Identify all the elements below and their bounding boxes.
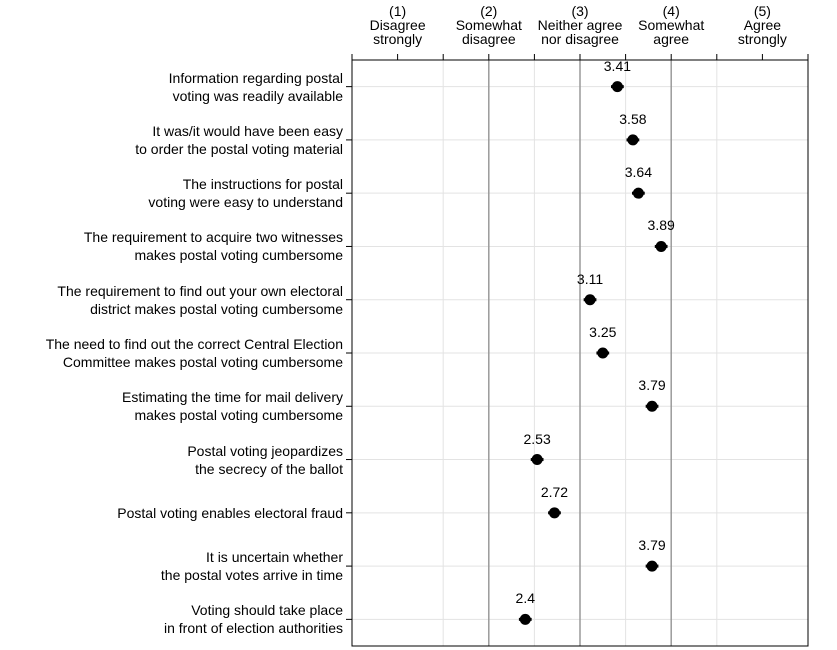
x-tick-label: (2) Somewhat disagree bbox=[455, 3, 522, 47]
data-label: 3.58 bbox=[619, 110, 647, 127]
category-label: The need to find out the correct Central Election Committee makes postal voting cumbersome bbox=[45, 336, 343, 370]
data-point bbox=[647, 561, 658, 572]
data-label: 3.64 bbox=[624, 164, 652, 181]
data-point bbox=[549, 507, 560, 518]
x-tick-label: (3) Neither agree nor disagree bbox=[537, 3, 623, 47]
category-label: Estimating the time for mail delivery makes postal voting cumbersome bbox=[122, 389, 343, 424]
data-point bbox=[647, 401, 658, 412]
category-label: It was/it would have been easy to order the postal voting material bbox=[135, 122, 343, 157]
data-point bbox=[520, 614, 531, 625]
data-label: 3.79 bbox=[638, 537, 666, 554]
category-label: It is uncertain whether the postal votes arrive in time bbox=[160, 549, 343, 584]
data-label: 3.11 bbox=[576, 270, 604, 287]
category-label: Postal voting enables electoral fraud bbox=[117, 504, 343, 521]
data-point bbox=[627, 134, 638, 145]
x-tick-label: (4) Somewhat agree bbox=[638, 3, 705, 47]
data-label: 3.89 bbox=[647, 217, 675, 234]
data-label: 2.53 bbox=[523, 430, 551, 447]
category-label: The instructions for postal voting were easy to understand bbox=[148, 176, 343, 211]
data-point bbox=[656, 241, 667, 252]
data-label: 3.41 bbox=[603, 57, 632, 74]
category-label: Voting should take place in front of election authorities bbox=[164, 602, 343, 637]
x-axis-ticks bbox=[352, 54, 808, 60]
data-point bbox=[597, 348, 608, 359]
data-point bbox=[612, 81, 623, 92]
x-tick-label: (5) Agree strongly bbox=[737, 3, 787, 47]
category-label: Postal voting jeopardizes the secrecy of the ballot bbox=[187, 442, 343, 477]
y-axis-ticks bbox=[346, 87, 352, 620]
data-label: 2.72 bbox=[540, 483, 569, 500]
data-point bbox=[532, 454, 543, 465]
category-label: Information regarding postal voting was readily available bbox=[168, 69, 343, 104]
x-tick-label: (1) Disagree strongly bbox=[369, 3, 426, 47]
category-label: The requirement to acquire two witnesses makes postal voting cumbersome bbox=[83, 229, 343, 264]
category-label: The requirement to find out your own electoral district makes postal voting cumbersome bbox=[57, 282, 343, 317]
data-label: 3.25 bbox=[589, 324, 617, 340]
data-point bbox=[585, 294, 596, 305]
data-label: 2.4 bbox=[515, 590, 535, 607]
data-label: 3.79 bbox=[638, 377, 666, 394]
data-point bbox=[633, 188, 644, 199]
